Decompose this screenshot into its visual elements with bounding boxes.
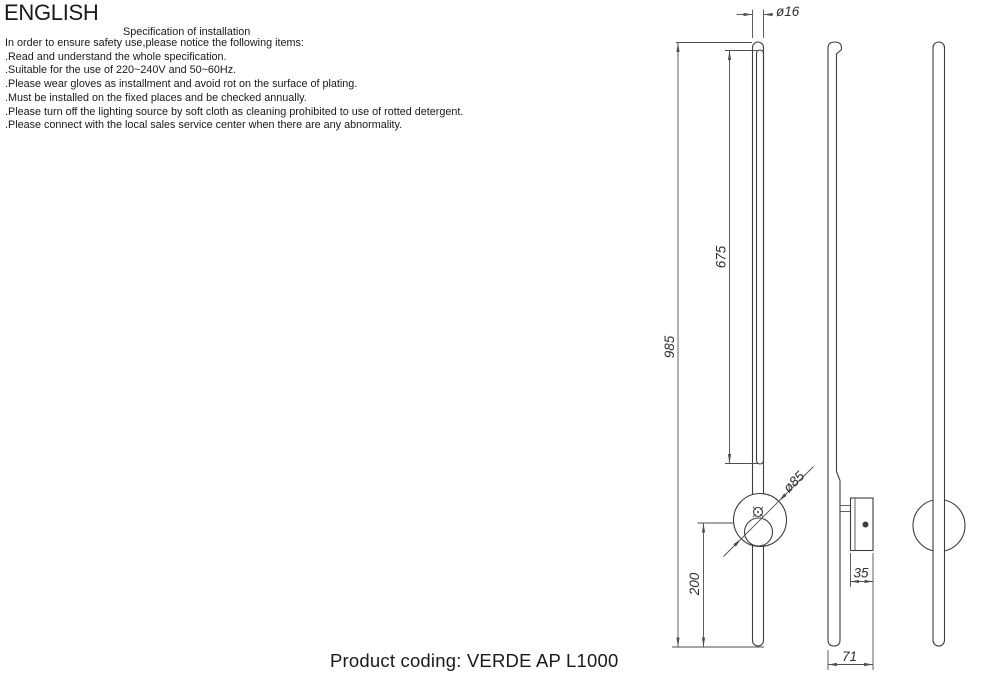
product-coding: Product coding: VERDE AP L1000 xyxy=(330,650,619,671)
dim-label-200: 200 xyxy=(687,572,702,596)
safety-item: .Read and understand the whole specification. xyxy=(5,50,227,63)
safety-item: .Suitable for the use of 220~240V and 50~60Hz. xyxy=(5,64,237,77)
front-view xyxy=(734,42,787,646)
bracket-screw-hole xyxy=(863,522,869,528)
lamp-tube-side xyxy=(828,42,842,646)
dim-label-71: 71 xyxy=(841,649,858,664)
spec-heading: Specification of installation xyxy=(123,26,251,38)
language-heading: ENGLISH xyxy=(4,0,99,25)
dimension-wall-offset xyxy=(828,649,873,670)
lamp-tube-front xyxy=(753,42,764,646)
dim-label-o85: ø85 xyxy=(780,468,808,496)
safety-item: .Must be installed on the fixed places and be checked annually. xyxy=(5,91,307,104)
safety-intro: In order to ensure safety use,please notice the following items: xyxy=(5,37,304,49)
back-view xyxy=(913,42,965,646)
dim-label-o16: ø16 xyxy=(776,4,800,19)
dim-label-35: 35 xyxy=(853,565,869,581)
dim-label-675: 675 xyxy=(713,245,729,269)
wall-bracket-plate xyxy=(851,498,874,551)
safety-item: .Please turn off the lighting source by soft cloth as cleaning prohibited to use of rotted detergent. xyxy=(5,105,464,118)
safety-item: .Please wear gloves as installment and avoid rot on the surface of plating. xyxy=(5,78,358,91)
dimension-light-length xyxy=(714,51,759,464)
lamp-tube-back xyxy=(933,42,945,646)
dimension-center-to-bottom xyxy=(687,523,734,647)
safety-item: .Please connect with the local sales service center when there are any abnormality. xyxy=(5,119,403,132)
dimension-tube-diameter xyxy=(737,4,800,38)
dim-label-985: 985 xyxy=(662,335,677,359)
dimension-total-height xyxy=(662,43,764,648)
